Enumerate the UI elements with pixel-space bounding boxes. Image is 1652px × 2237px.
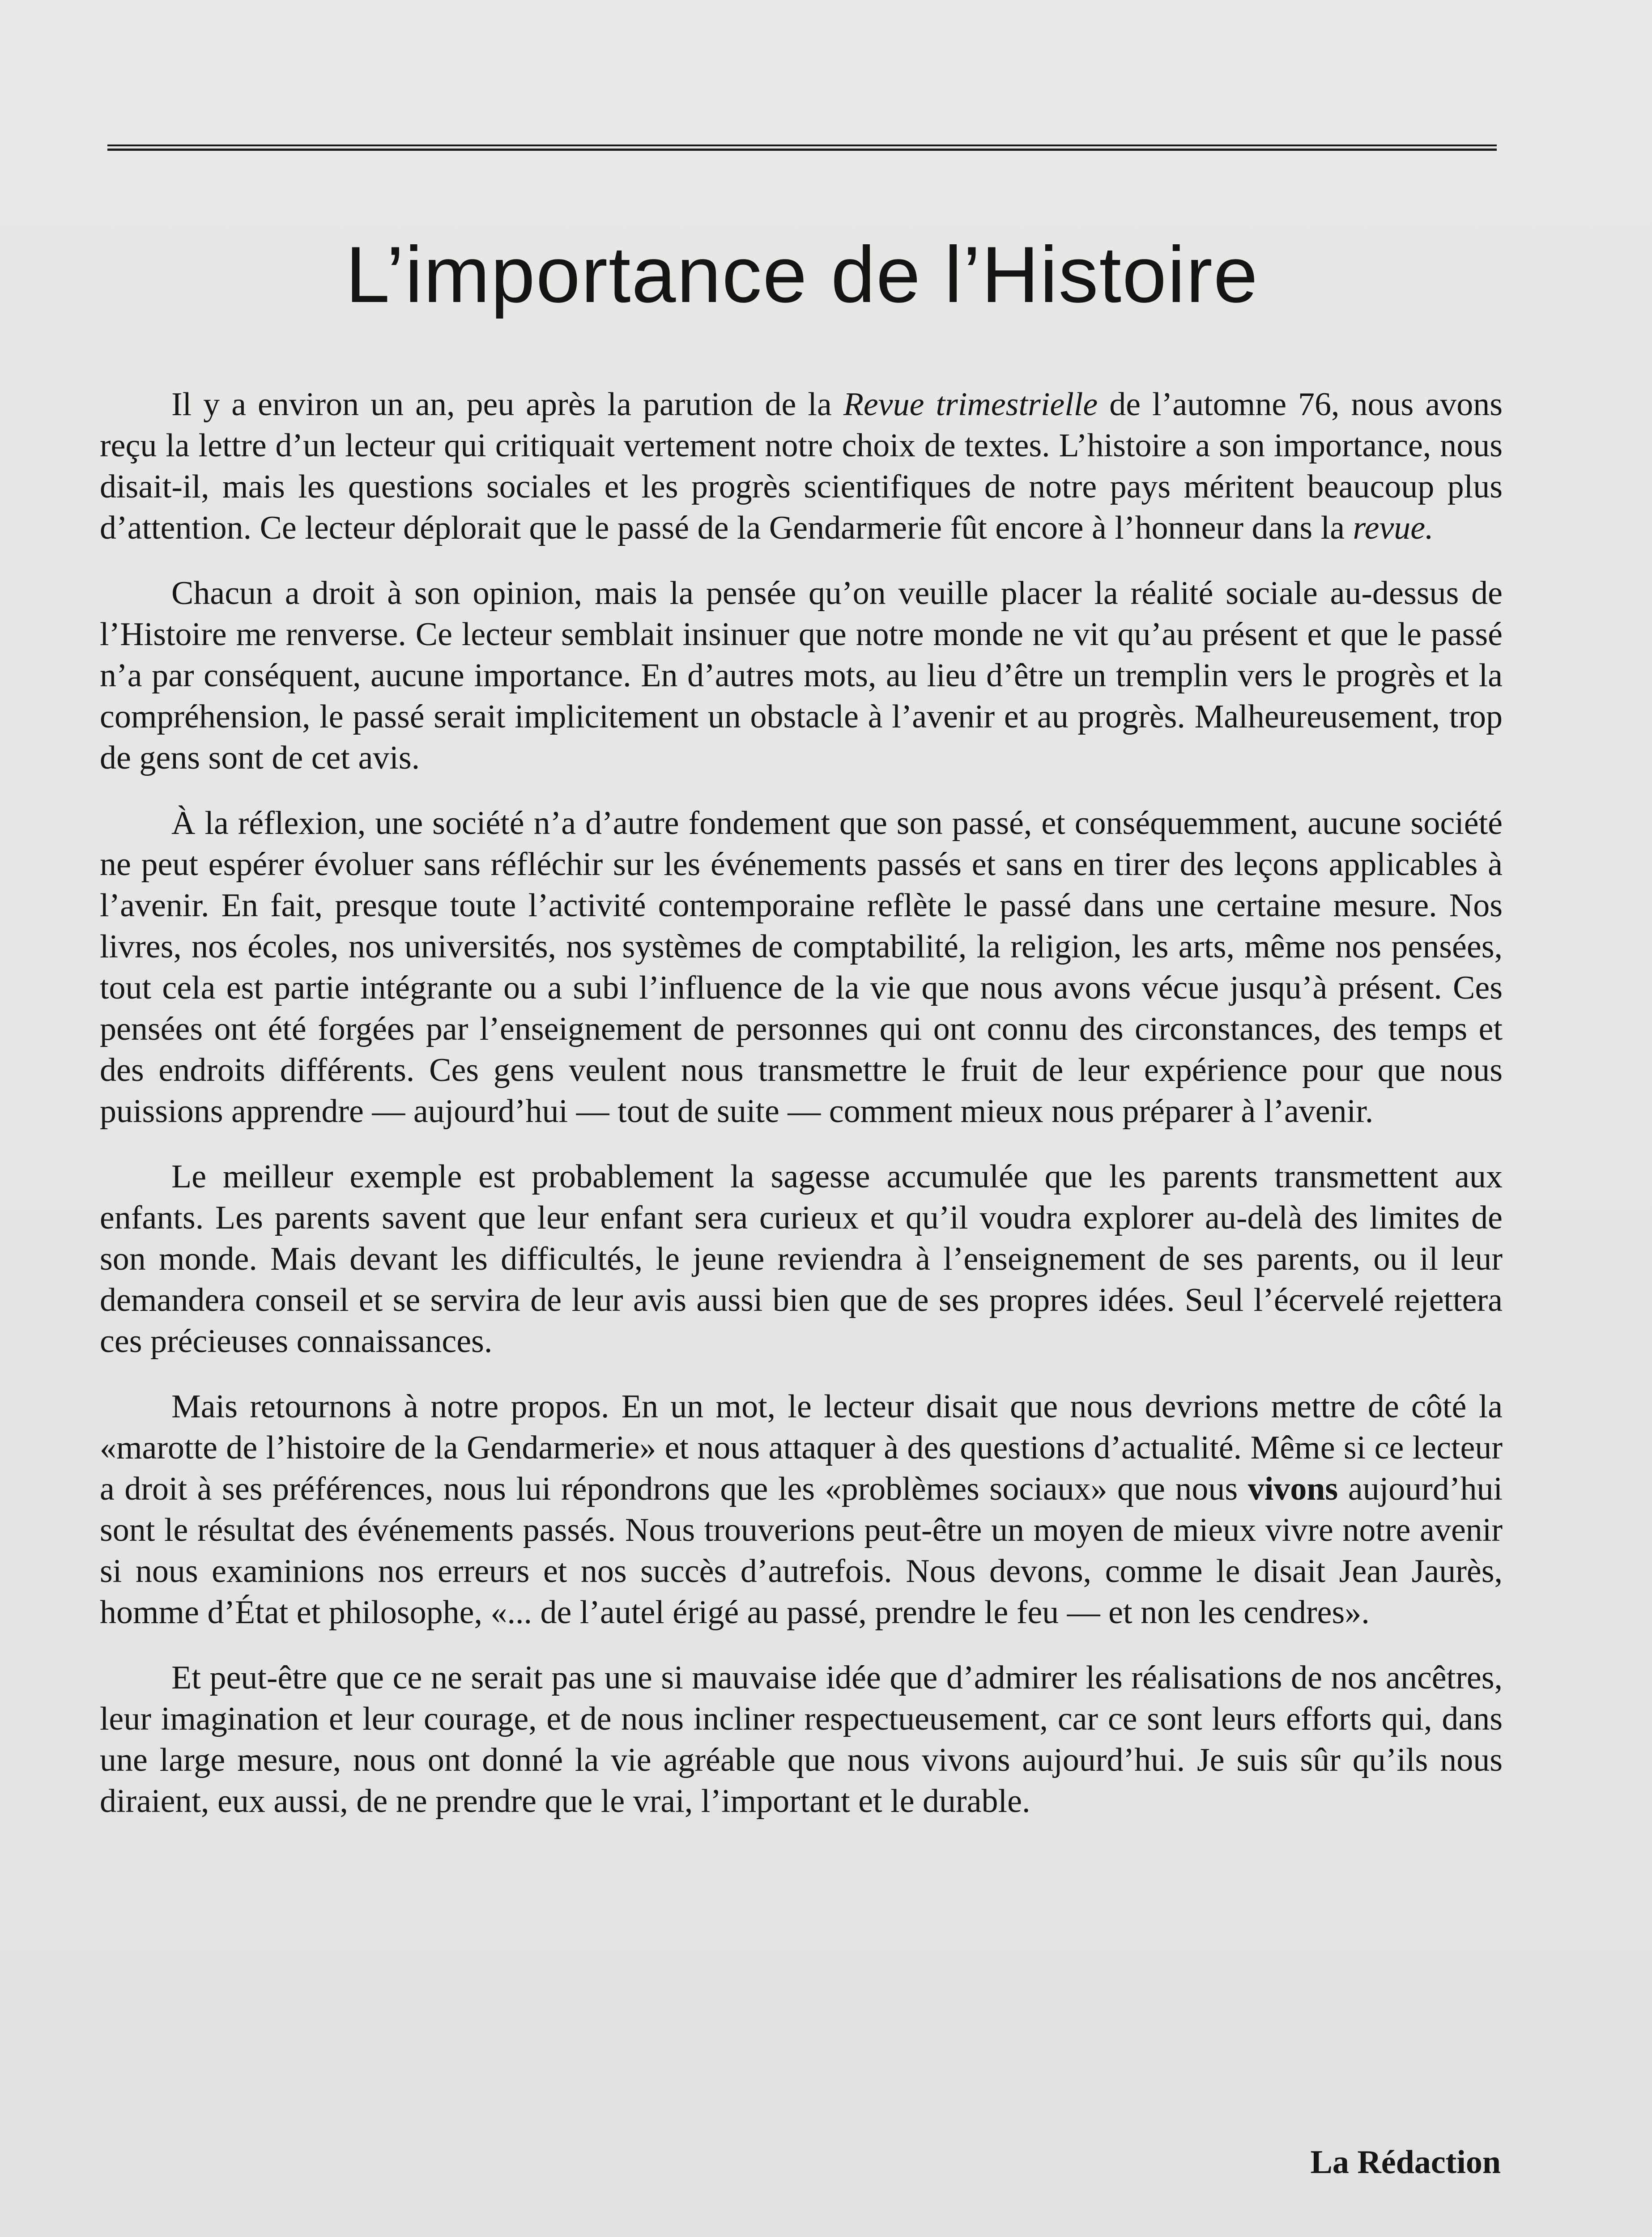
paragraph-1-text-b: de l’automne 76, nous avons reçu la lettre d’un lecteur qui critiquait vertement notre choix de textes. L’histoire a son importance, nous disait-il, mais les questions sociales et les progrès scientifiques de notre pays méritent beaucoup plus d’attention. Ce lecteur déplorait que le passé de la Gendarmerie fût encore à l’honneur dans la: [100, 386, 1503, 546]
paragraph-5-text-b: aujourd’hui sont le résultat des événements passés. Nous trouverions peut-être un moyen de mieux vivre notre avenir si nous examinions nos erreurs et nos succès d’autrefois. Nous devons, comme le disait Jean Jaurès, homme d’État et philosophe, «... de l’autel érigé au passé, prendre le feu — et non les cendres».: [100, 1471, 1503, 1631]
paragraph-1-text-a: Il y a environ un an, peu après la parution de la: [171, 386, 843, 423]
rule-line: [107, 145, 1497, 146]
paragraph-1: [100, 384, 1503, 549]
article-signature: La Rédaction: [1310, 2144, 1501, 2181]
paragraph-3: À la réflexion, une société n’a d’autre fondement que son passé, et conséquemment, aucune société ne peut espérer évoluer sans réfléchir sur les événements passés et sans en tirer des leçons applicables à l’avenir. En fait, presque toute l’activité contemporaine reflète le passé dans une certaine mesure. Nos livres, nos écoles, nos universités, nos systèmes de comptabilité, la religion, les arts, même nos pensées, tout cela est partie intégrante ou a subi l’influence de la vie que nous avons vécue jusqu’à présent. Ces pensées ont été forgées par l’enseignement de personnes qui ont connu des circonstances, des temps et des endroits différents. Ces gens veulent nous transmettre le fruit de leur expérience pour que nous puissions apprendre — aujourd’hui — tout de suite — comment mieux nous préparer à l’avenir.: [100, 805, 1503, 1130]
paragraph-5: [100, 1386, 1503, 1633]
top-double-rule: [107, 145, 1497, 151]
paragraph-6: Et peut-être que ce ne serait pas une si mauvaise idée que d’admirer les réalisations de nos ancêtres, leur imagination et leur courage, et de nous incliner respectueusement, car ce sont leurs efforts qui, dans une large mesure, nous ont donné la vie agréable que nous vivons aujourd’hui. Je suis sûr qu’ils nous diraient, eux aussi, de ne prendre que le vrai, l’important et le durable.: [100, 1659, 1503, 1820]
article-title: L’importance de l’Histoire: [345, 230, 1259, 319]
paragraph-2: Chacun a droit à son opinion, mais la pensée qu’on veuille placer la réalité sociale au-dessus de l’Histoire me renverse. Ce lecteur semblait insinuer que notre monde ne vit qu’au présent et que le passé n’a par conséquent, aucune importance. En d’autres mots, au lieu d’être un tremplin vers le progrès et la compréhension, le passé serait implicitement un obstacle à l’avenir et au progrès. Malheureusement, trop de gens sont de cet avis.: [100, 575, 1503, 776]
publication-name: Revue trimestrielle: [843, 386, 1098, 423]
paragraph-5-text-a: Mais retournons à notre propos. En un mot, le lecteur disait que nous devrions mettre de côté la «marotte de l’histoire de la Gendarmerie» et nous attaquer à des questions d’actualité. Même si ce lecteur a droit à ses préférences, nous lui répondrons que les «problèmes sociaux» que nous: [100, 1388, 1503, 1507]
emphasis-word: vivons: [1248, 1471, 1338, 1507]
revue-word: revue.: [1353, 510, 1434, 546]
article-body: [100, 384, 1503, 1822]
rule-line: [107, 149, 1497, 151]
paragraph-4: Le meilleur exemple est probablement la sagesse accumulée que les parents transmettent aux enfants. Les parents savent que leur enfant sera curieux et qu’il voudra explorer au-delà des limites de son monde. Mais devant les difficultés, le jeune reviendra à l’enseignement de ses parents, ou il leur demandera conseil et se servira de leur avis aussi bien que de ses propres idées. Seul l’écervelé rejettera ces précieuses connaissances.: [100, 1158, 1503, 1360]
